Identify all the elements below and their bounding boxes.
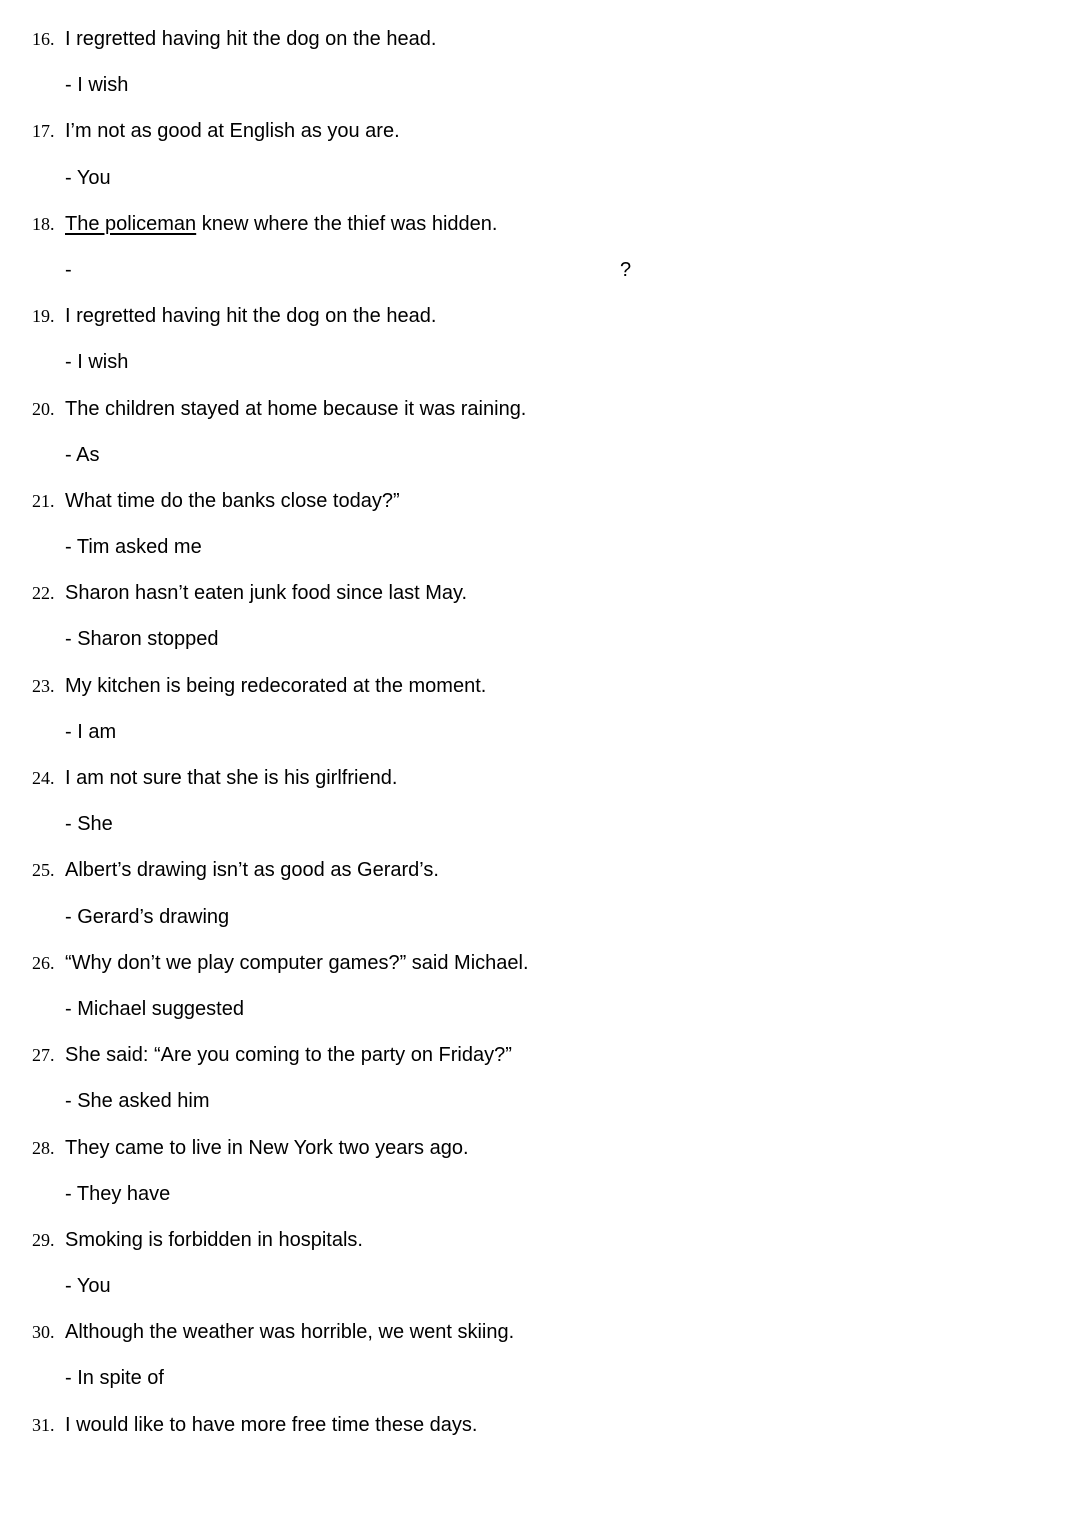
- item-number: 27.: [32, 1045, 55, 1066]
- answer-prompt: - Michael suggested: [65, 997, 244, 1020]
- exercise-item: [0, 663, 1080, 709]
- answer-prompt: - I wish: [65, 351, 129, 374]
- exercise-item: [0, 386, 1080, 432]
- item-number: 25.: [32, 860, 55, 881]
- question-text: I am not sure that she is his girlfriend.: [65, 767, 398, 789]
- question-text: Smoking is forbidden in hospitals.: [65, 1228, 363, 1251]
- exercise-item: [0, 1125, 1080, 1171]
- question-text: “Why don’t we play computer games?” said Michael.: [65, 951, 529, 974]
- answer-line: [0, 62, 1080, 108]
- answer-prompt: - She: [65, 813, 113, 836]
- item-question: [65, 1032, 512, 1078]
- exercise-item: [0, 755, 1080, 801]
- answer-prompt: - In spite of: [65, 1367, 164, 1390]
- item-question: [65, 1125, 469, 1171]
- exercise-item: [0, 570, 1080, 616]
- item-number: 24.: [32, 768, 55, 788]
- question-text: My kitchen is being redecorated at the moment.: [65, 674, 487, 697]
- question-text: I would like to have more free time these days.: [65, 1413, 478, 1436]
- answer-prompt: - They have: [65, 1182, 171, 1205]
- question-text: I regretted having hit the dog on the head.: [65, 305, 437, 328]
- item-number: 29.: [32, 1229, 55, 1250]
- item-question: [65, 293, 436, 339]
- item-question: [65, 108, 400, 154]
- item-number: 31.: [32, 1414, 55, 1435]
- answer-prompt: - She asked him: [65, 1090, 210, 1113]
- exercise-item: [0, 1217, 1080, 1263]
- answer-line: [0, 1263, 1080, 1309]
- exercise-item: [0, 16, 1080, 62]
- item-question: [65, 201, 497, 247]
- question-text: I’m not as good at English as you are.: [65, 120, 400, 143]
- item-number: 30.: [32, 1322, 55, 1343]
- item-number: 16.: [32, 29, 55, 49]
- item-number: 18.: [32, 213, 55, 234]
- answer-line: [0, 616, 1080, 662]
- answer-line: [0, 986, 1080, 1032]
- answer-line: [0, 894, 1080, 940]
- exercise-item: [0, 847, 1080, 893]
- item-number: 21.: [32, 490, 55, 511]
- exercise-item: [0, 478, 1080, 524]
- item-number: 23.: [32, 675, 55, 696]
- answer-line: [0, 1171, 1080, 1217]
- item-number: 20.: [32, 398, 55, 419]
- item-number: 26.: [32, 952, 55, 973]
- question-text: I regretted having hit the dog on the head.: [65, 28, 437, 50]
- item-question: [65, 478, 400, 524]
- item-number: 17.: [32, 121, 55, 142]
- item-question: [65, 663, 486, 709]
- answer-prompt: - You: [65, 166, 111, 189]
- answer-prompt: - You: [65, 1275, 111, 1298]
- exercise-item: [0, 940, 1080, 986]
- question-text: Although the weather was horrible, we went skiing.: [65, 1321, 515, 1344]
- item-number: 28.: [32, 1137, 55, 1158]
- exercise-item: [0, 108, 1080, 154]
- answer-line: [0, 432, 1080, 478]
- item-question: [65, 1217, 363, 1263]
- answer-prompt: - Gerard’s drawing: [65, 905, 230, 928]
- answer-line: [0, 339, 1080, 385]
- item-question: [65, 1309, 514, 1355]
- answer-line: [0, 1078, 1080, 1124]
- answer-line: [0, 709, 1080, 755]
- answer-line: [0, 524, 1080, 570]
- answer-line: [0, 801, 1080, 847]
- item-question: [65, 755, 397, 801]
- answer-end: ?: [620, 258, 632, 281]
- item-question: [65, 847, 439, 893]
- exercise-item: [0, 1309, 1080, 1355]
- exercise-item: [0, 1402, 1080, 1448]
- item-question: [65, 16, 436, 62]
- exercise-item: [0, 1032, 1080, 1078]
- item-question: [65, 386, 526, 432]
- item-number: 19.: [32, 306, 55, 327]
- question-text: What time do the banks close today?”: [65, 489, 400, 512]
- item-question: [65, 1402, 477, 1448]
- answer-prompt: - As: [65, 443, 100, 466]
- answer-prompt: - I am: [65, 720, 117, 743]
- answer-line: [0, 155, 1080, 201]
- question-text: They came to live in New York two years ago.: [65, 1136, 469, 1159]
- answer-prompt: -: [65, 258, 72, 281]
- question-text: She said: “Are you coming to the party on Friday?”: [65, 1044, 512, 1067]
- question-text: The children stayed at home because it was raining.: [65, 397, 527, 420]
- question-text: Sharon hasn’t eaten junk food since last May.: [65, 582, 468, 605]
- question-text: knew where the thief was hidden.: [196, 212, 498, 235]
- question-text: Albert’s drawing isn’t as good as Gerard’s.: [65, 859, 439, 882]
- exercise-item: [0, 201, 1080, 247]
- exercise-item: [0, 293, 1080, 339]
- exercise-list: [0, 16, 1080, 1448]
- answer-line: [0, 247, 1080, 293]
- answer-prompt: - Tim asked me: [65, 536, 202, 559]
- item-number: 22.: [32, 583, 55, 604]
- underlined-subject: The policeman: [65, 212, 197, 235]
- answer-prompt: - Sharon stopped: [65, 628, 219, 651]
- item-question: [65, 570, 467, 616]
- answer-prompt: - I wish: [65, 74, 129, 97]
- answer-line: [0, 1355, 1080, 1401]
- item-question: [65, 940, 529, 986]
